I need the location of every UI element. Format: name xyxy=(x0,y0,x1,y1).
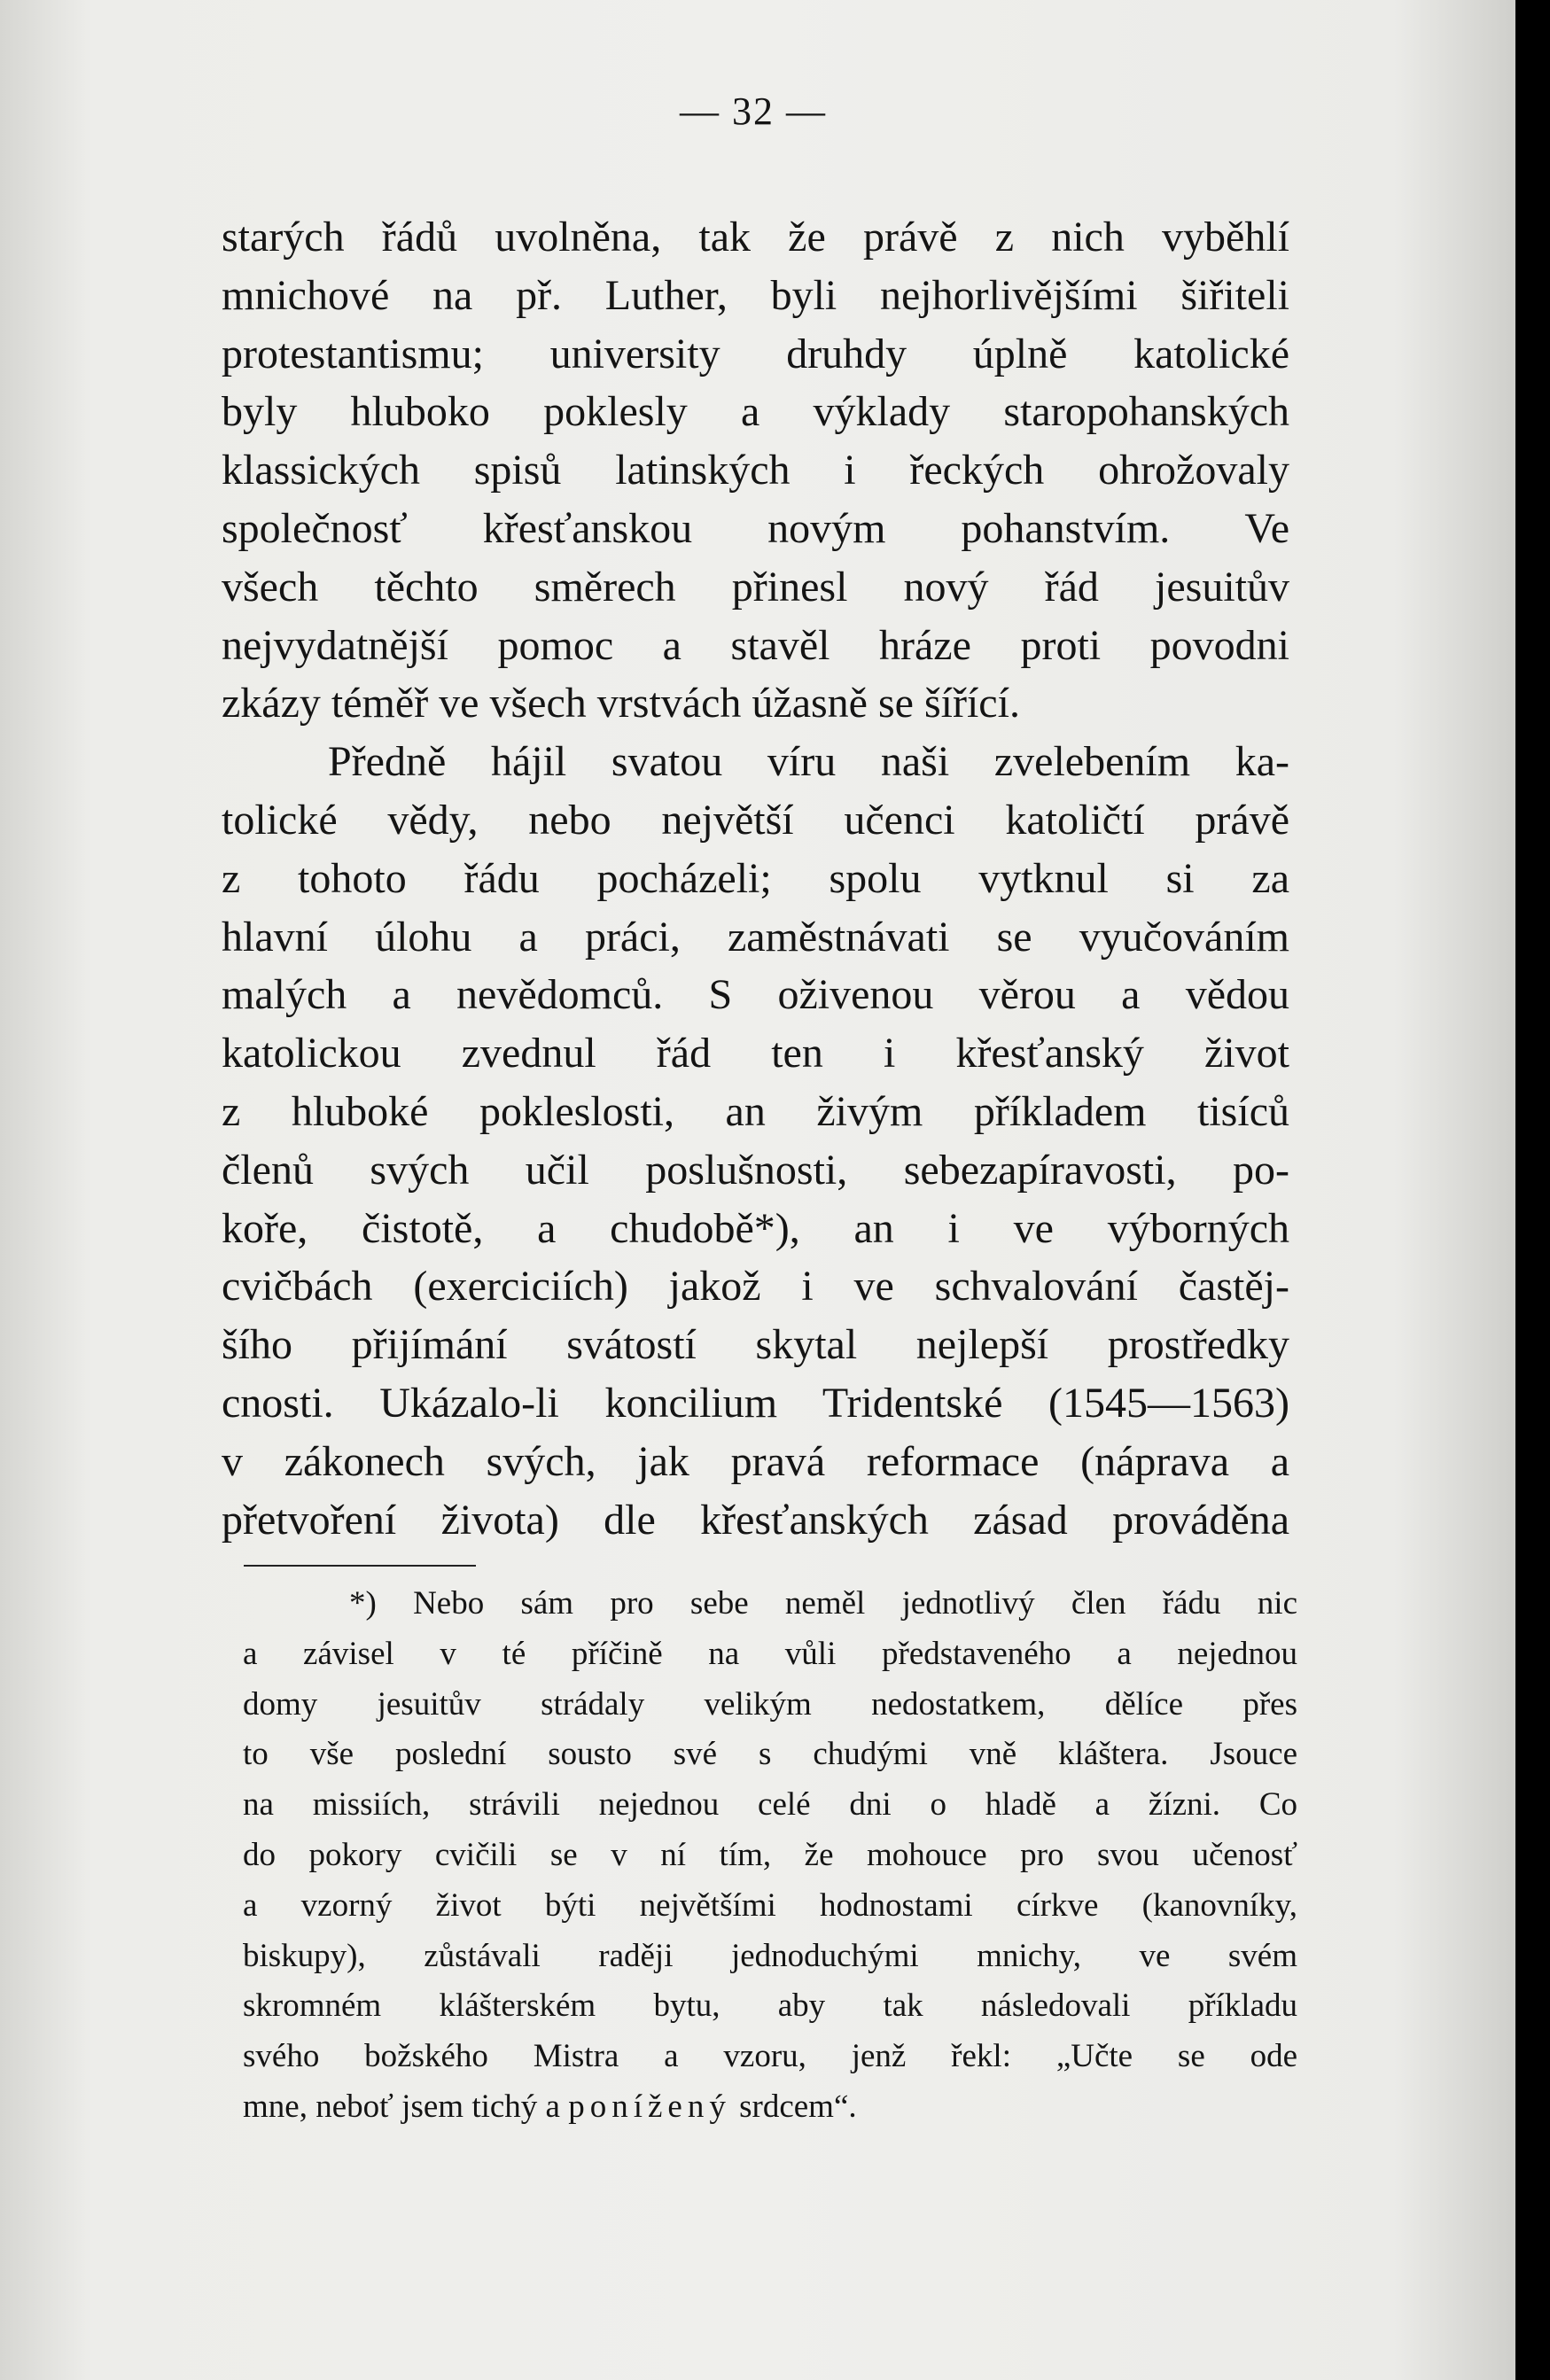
text-line: klassických spisů latinských i řeckých ohrožovaly xyxy=(222,447,1289,494)
footnote-last-line xyxy=(243,2082,1297,2133)
footnote-divider xyxy=(244,1565,476,1567)
text-line: z hluboké pokleslosti, an živým příkladem tisíců xyxy=(222,1087,1289,1135)
footnote-line: biskupy), zůstávali raději jednoduchými mnichy, ve svém xyxy=(243,1937,1297,1974)
text-line: v zákonech svých, jak pravá reformace (náprava a xyxy=(222,1437,1289,1485)
footnote-line: na missiích, strávili nejednou celé dni o hladě a žízni. Co xyxy=(243,1786,1297,1824)
main-text xyxy=(222,208,1289,1549)
footnote-line: skromném klášterském bytu, aby tak následovali příkladu xyxy=(243,1987,1297,2025)
text-line: katolickou zvednul řád ten i křesťanský život xyxy=(222,1030,1289,1077)
text-line: cvičbách (exerciciích) jakož i ve schvalování častěj- xyxy=(222,1263,1289,1311)
paragraph-first-line: Předně hájil svatou víru naši zvelebením ka- xyxy=(328,738,1289,786)
footnote-last-start: mne, neboť jsem tichý a xyxy=(243,2088,560,2125)
footnote-line: a vzorný život býti největšími hodnostami církve (kanovníky, xyxy=(243,1886,1297,1924)
text-line: mnichové na př. Luther, byli nejhorlivějšími šiřiteli xyxy=(222,271,1289,319)
text-line: cnosti. Ukázalo-li koncilium Tridentské (1545—1563) xyxy=(222,1379,1289,1427)
footnote xyxy=(243,1579,1297,2133)
scan-border xyxy=(1515,0,1550,2380)
page-number: — 32 — xyxy=(680,89,827,133)
text-line: společnosť křesťanskou novým pohanstvím. Ve xyxy=(222,504,1289,552)
text-line: z tohoto řádu pocházeli; spolu vytknul si za xyxy=(222,854,1289,902)
text-line: protestantismu; university druhdy úplně katolické xyxy=(222,330,1289,377)
text-line: zkázy téměř ve všech vrstvách úžasně se šířící. xyxy=(222,680,1020,727)
text-line: byly hluboko poklesly a výklady staropohanských xyxy=(222,388,1289,436)
text-line: koře, čistotě, a chudobě*), an i ve výborných xyxy=(222,1204,1289,1252)
text-line: šího přijímání svátostí skytal nejlepší prostředky xyxy=(222,1321,1289,1369)
text-line: starých řádů uvolněna, tak že právě z nich vyběhlí xyxy=(222,214,1289,261)
footnote-line: *) Nebo sám pro sebe neměl jednotlivý člen řádu nic xyxy=(349,1585,1297,1622)
text-line: malých a nevědomců. S oživenou věrou a vědou xyxy=(222,971,1289,1019)
text-line: přetvoření života) dle křesťanských zásad prováděna xyxy=(222,1496,1289,1544)
text-line: všech těchto směrech přinesl nový řád jesuitův xyxy=(222,563,1289,611)
text-line: členů svých učil poslušnosti, sebezapíravosti, po- xyxy=(222,1146,1289,1194)
footnote-line: do pokory cvičili se v ní tím, že mohouce pro svou učenosť xyxy=(243,1836,1297,1873)
footnote-emphasis: ponížený xyxy=(568,2088,731,2125)
text-line: nejvydatnější pomoc a stavěl hráze proti povodni xyxy=(222,621,1289,669)
footnote-line: domy jesuitův strádaly velikým nedostatkem, dělíce přes xyxy=(243,1685,1297,1723)
footnote-last-end: srdcem“. xyxy=(739,2088,857,2125)
text-line: tolické vědy, nebo největší učenci katoličtí právě xyxy=(222,796,1289,844)
footnote-line: a závisel v té příčině na vůli představeného a nejednou xyxy=(243,1635,1297,1672)
text-line: hlavní úlohu a práci, zaměstnávati se vyučováním xyxy=(222,913,1289,961)
footnote-line: svého božského Mistra a vzoru, jenž řekl: „Učte se ode xyxy=(243,2038,1297,2075)
footnote-line: to vše poslední sousto své s chudými vně kláštera. Jsouce xyxy=(243,1736,1297,1773)
